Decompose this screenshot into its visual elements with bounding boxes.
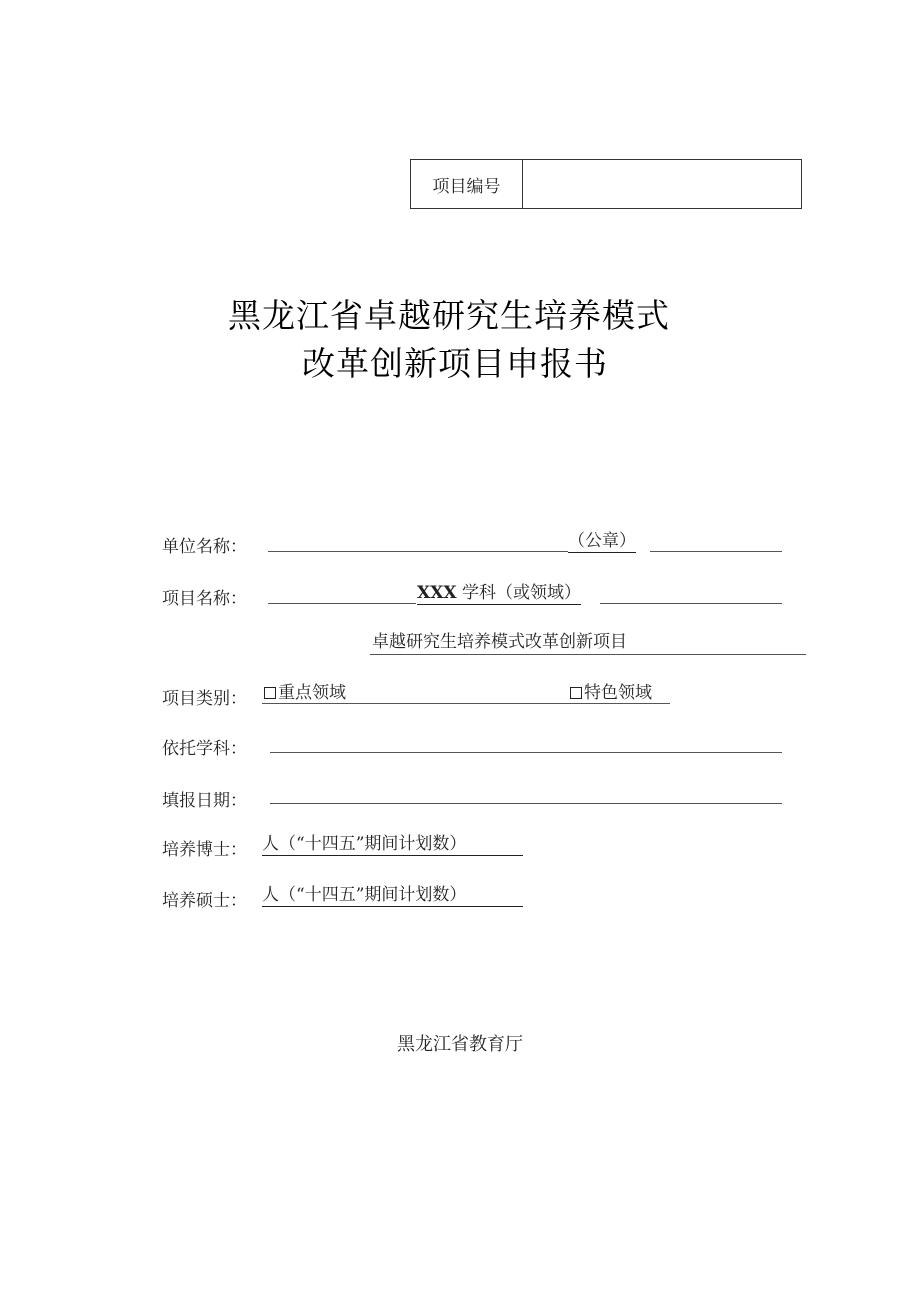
project-name-line-2-rule xyxy=(370,654,806,655)
document-title-line-1: 黑龙江省卓越研究生培养模式 xyxy=(228,296,670,335)
project-category-rule xyxy=(262,703,670,704)
project-name-label: 项目名称： xyxy=(162,589,247,609)
category-option-key-area-label: 重点领域 xyxy=(278,683,346,703)
category-option-feature-area-label: 特色领域 xyxy=(584,683,652,703)
project-number-field[interactable] xyxy=(523,160,801,208)
supporting-discipline-field[interactable] xyxy=(270,752,782,753)
unit-name-label: 单位名称： xyxy=(162,537,247,557)
doctoral-training-field[interactable]: 人（“十四五”期间计划数） xyxy=(262,834,523,856)
unit-name-field[interactable] xyxy=(268,551,568,552)
project-name-field-lead[interactable] xyxy=(268,603,416,604)
project-number-box xyxy=(410,159,802,209)
supporting-discipline-label: 依托学科： xyxy=(162,739,247,759)
category-option-key-area[interactable] xyxy=(264,683,346,703)
project-name-field-tail[interactable] xyxy=(600,603,782,604)
master-training-label: 培养硕士： xyxy=(162,891,247,911)
project-name-line-2: 卓越研究生培养模式改革创新项目 xyxy=(372,632,627,652)
master-training-field[interactable]: 人（“十四五”期间计划数） xyxy=(262,885,523,907)
fill-date-field[interactable] xyxy=(270,803,782,804)
project-category-label: 项目类别： xyxy=(162,689,247,709)
checkbox-icon[interactable] xyxy=(264,687,276,699)
discipline-placeholder: XXX xyxy=(417,583,457,603)
project-number-label: 项目编号 xyxy=(411,160,523,208)
project-name-discipline xyxy=(417,583,581,605)
doctoral-training-label: 培养博士： xyxy=(162,840,247,860)
unit-name-stamp-note: （公章） xyxy=(568,531,636,551)
fill-date-label: 填报日期： xyxy=(162,791,247,811)
unit-name-field-tail[interactable] xyxy=(650,551,782,552)
issuing-authority: 黑龙江省教育厅 xyxy=(397,1034,523,1055)
category-option-feature-area[interactable] xyxy=(570,683,652,703)
checkbox-icon[interactable] xyxy=(570,687,582,699)
discipline-suffix: 学科（或领域） xyxy=(461,583,581,603)
document-title-line-2: 改革创新项目申报书 xyxy=(302,344,608,383)
